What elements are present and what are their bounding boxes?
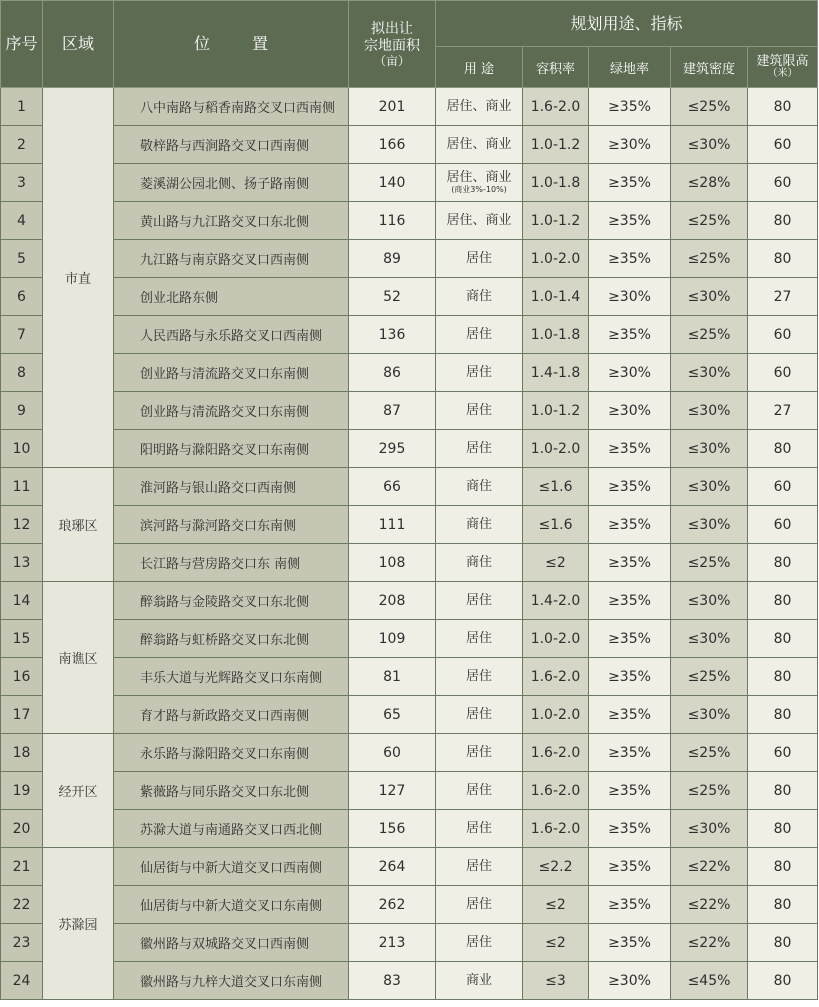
row-number: 21 (1, 848, 43, 886)
density-cell: ≤30% (671, 468, 748, 506)
far-cell: 1.0-1.2 (523, 392, 589, 430)
position-cell: 黄山路与九江路交叉口东北侧 (114, 202, 349, 240)
use-cell (436, 278, 523, 316)
area-cell: 108 (349, 544, 436, 582)
use-cell (436, 240, 523, 278)
far-cell: 1.0-2.0 (523, 430, 589, 468)
use-cell (436, 962, 523, 1000)
height-limit-cell: 60 (748, 506, 818, 544)
far-cell: 1.0-2.0 (523, 620, 589, 658)
green-rate-cell: ≥35% (589, 772, 671, 810)
row-number: 23 (1, 924, 43, 962)
position-cell: 徽州路与双城路交叉口西南侧 (114, 924, 349, 962)
row-number: 17 (1, 696, 43, 734)
green-rate-cell: ≥35% (589, 164, 671, 202)
green-rate-cell: ≥35% (589, 810, 671, 848)
use-label: 商住 (465, 517, 492, 532)
position-cell: 滨河路与滁河路交口东南侧 (114, 506, 349, 544)
use-label: 商住 (465, 289, 492, 304)
density-cell: ≤30% (671, 582, 748, 620)
green-rate-cell: ≥30% (589, 278, 671, 316)
table-row (1, 734, 818, 772)
header-limit (748, 47, 818, 88)
far-cell: 1.0-1.8 (523, 316, 589, 354)
use-cell (436, 126, 523, 164)
row-number: 20 (1, 810, 43, 848)
height-limit-cell: 80 (748, 848, 818, 886)
row-number: 8 (1, 354, 43, 392)
row-number: 2 (1, 126, 43, 164)
far-cell: ≤2 (523, 544, 589, 582)
green-rate-cell: ≥35% (589, 848, 671, 886)
header-no: 序号 (1, 1, 43, 88)
area-cell: 140 (349, 164, 436, 202)
table-row (1, 810, 818, 848)
table-row (1, 164, 818, 202)
region-cell: 市直 (43, 88, 114, 468)
use-label: 居住 (465, 821, 492, 836)
table-row (1, 886, 818, 924)
area-cell: 136 (349, 316, 436, 354)
header-group: 规划用途、指标 (436, 1, 818, 47)
use-label: 居住 (465, 783, 492, 798)
far-cell: 1.6-2.0 (523, 734, 589, 772)
green-rate-cell: ≥35% (589, 734, 671, 772)
height-limit-cell: 80 (748, 582, 818, 620)
area-cell: 264 (349, 848, 436, 886)
header-region: 区域 (43, 1, 114, 88)
height-limit-cell: 80 (748, 240, 818, 278)
use-label: 居住 (465, 669, 492, 684)
density-cell: ≤25% (671, 316, 748, 354)
density-cell: ≤22% (671, 886, 748, 924)
row-number: 15 (1, 620, 43, 658)
height-limit-cell: 80 (748, 202, 818, 240)
table-row (1, 316, 818, 354)
area-cell: 52 (349, 278, 436, 316)
header-position-b: 置 (252, 34, 269, 53)
use-cell (436, 886, 523, 924)
height-limit-cell: 60 (748, 316, 818, 354)
area-cell: 166 (349, 126, 436, 164)
header-green: 绿地率 (589, 47, 671, 88)
far-cell: 1.0-2.0 (523, 240, 589, 278)
area-cell: 295 (349, 430, 436, 468)
green-rate-cell: ≥30% (589, 392, 671, 430)
far-cell: ≤1.6 (523, 468, 589, 506)
use-cell (436, 772, 523, 810)
height-limit-cell: 60 (748, 734, 818, 772)
height-limit-cell: 27 (748, 278, 818, 316)
position-cell: 醉翁路与虹桥路交叉口东北侧 (114, 620, 349, 658)
density-cell: ≤22% (671, 924, 748, 962)
density-cell: ≤25% (671, 202, 748, 240)
table-row (1, 506, 818, 544)
use-label: 商住 (465, 479, 492, 494)
far-cell: 1.6-2.0 (523, 772, 589, 810)
position-cell: 菱溪湖公园北侧、扬子路南侧 (114, 164, 349, 202)
use-label: 居住 (465, 441, 492, 456)
use-label: 居住、商业 (446, 137, 512, 152)
table-row (1, 848, 818, 886)
green-rate-cell: ≥35% (589, 924, 671, 962)
use-label: 居住 (465, 631, 492, 646)
density-cell: ≤25% (671, 734, 748, 772)
position-cell: 八中南路与稻香南路交叉口西南侧 (114, 88, 349, 126)
header-density: 建筑密度 (671, 47, 748, 88)
green-rate-cell: ≥35% (589, 620, 671, 658)
use-label: 居住、商业 (446, 99, 512, 114)
row-number: 4 (1, 202, 43, 240)
table-row (1, 88, 818, 126)
region-cell: 经开区 (43, 734, 114, 848)
row-number: 12 (1, 506, 43, 544)
area-cell: 213 (349, 924, 436, 962)
density-cell: ≤30% (671, 430, 748, 468)
density-cell: ≤45% (671, 962, 748, 1000)
height-limit-cell: 80 (748, 924, 818, 962)
far-cell: ≤2 (523, 924, 589, 962)
table-row (1, 430, 818, 468)
density-cell: ≤30% (671, 126, 748, 164)
green-rate-cell: ≥35% (589, 316, 671, 354)
row-number: 16 (1, 658, 43, 696)
density-cell: ≤30% (671, 810, 748, 848)
region-cell: 南谯区 (43, 582, 114, 734)
position-cell: 创业路与清流路交叉口东南侧 (114, 354, 349, 392)
density-cell: ≤30% (671, 278, 748, 316)
header-limit-line1: 建筑限高 (756, 54, 809, 69)
header-area-line1: 拟出让 (371, 21, 413, 37)
position-cell: 淮河路与银山路交口西南侧 (114, 468, 349, 506)
use-cell (436, 468, 523, 506)
far-cell: 1.6-2.0 (523, 658, 589, 696)
use-cell (436, 392, 523, 430)
area-cell: 83 (349, 962, 436, 1000)
row-number: 1 (1, 88, 43, 126)
green-rate-cell: ≥35% (589, 240, 671, 278)
area-cell: 116 (349, 202, 436, 240)
far-cell: 1.6-2.0 (523, 810, 589, 848)
row-number: 7 (1, 316, 43, 354)
height-limit-cell: 60 (748, 468, 818, 506)
density-cell: ≤25% (671, 240, 748, 278)
far-cell: 1.0-2.0 (523, 696, 589, 734)
table-row (1, 240, 818, 278)
use-cell (436, 582, 523, 620)
area-cell: 86 (349, 354, 436, 392)
height-limit-cell: 60 (748, 164, 818, 202)
green-rate-cell: ≥35% (589, 430, 671, 468)
use-cell (436, 430, 523, 468)
use-cell (436, 734, 523, 772)
use-cell (436, 696, 523, 734)
far-cell: ≤3 (523, 962, 589, 1000)
use-cell (436, 316, 523, 354)
use-cell (436, 354, 523, 392)
row-number: 18 (1, 734, 43, 772)
green-rate-cell: ≥30% (589, 354, 671, 392)
green-rate-cell: ≥35% (589, 886, 671, 924)
row-number: 24 (1, 962, 43, 1000)
use-label: 居住 (465, 365, 492, 380)
density-cell: ≤25% (671, 772, 748, 810)
region-cell: 琅琊区 (43, 468, 114, 582)
row-number: 11 (1, 468, 43, 506)
table-row (1, 392, 818, 430)
use-cell (436, 506, 523, 544)
region-cell: 苏滁园 (43, 848, 114, 1000)
far-cell: ≤1.6 (523, 506, 589, 544)
table-row (1, 278, 818, 316)
table-row (1, 696, 818, 734)
table-row (1, 772, 818, 810)
use-label: 居住 (465, 403, 492, 418)
area-cell: 89 (349, 240, 436, 278)
area-cell: 262 (349, 886, 436, 924)
header-area (349, 1, 436, 88)
position-cell: 创业北路东侧 (114, 278, 349, 316)
position-cell: 丰乐大道与光辉路交叉口东南侧 (114, 658, 349, 696)
use-cell (436, 88, 523, 126)
green-rate-cell: ≥35% (589, 658, 671, 696)
area-cell: 156 (349, 810, 436, 848)
row-number: 13 (1, 544, 43, 582)
position-cell: 仙居街与中新大道交叉口东南侧 (114, 886, 349, 924)
table-row (1, 924, 818, 962)
height-limit-cell: 60 (748, 126, 818, 164)
header-far: 容积率 (523, 47, 589, 88)
position-cell: 敬梓路与西涧路交叉口西南侧 (114, 126, 349, 164)
position-cell: 九江路与南京路交叉口西南侧 (114, 240, 349, 278)
use-cell (436, 544, 523, 582)
use-cell (436, 620, 523, 658)
position-cell: 阳明路与滁阳路交叉口东南侧 (114, 430, 349, 468)
height-limit-cell: 80 (748, 544, 818, 582)
height-limit-cell: 80 (748, 886, 818, 924)
green-rate-cell: ≥35% (589, 468, 671, 506)
header-position-a: 位 (193, 34, 210, 53)
green-rate-cell: ≥35% (589, 88, 671, 126)
use-label: 居住、商业 (446, 170, 512, 185)
table-body (1, 88, 818, 1000)
green-rate-cell: ≥30% (589, 962, 671, 1000)
area-cell: 66 (349, 468, 436, 506)
area-cell: 111 (349, 506, 436, 544)
header-area-line2: 宗地面积 (364, 38, 420, 54)
use-cell (436, 848, 523, 886)
use-label: 居住 (465, 859, 492, 874)
row-number: 19 (1, 772, 43, 810)
density-cell: ≤25% (671, 658, 748, 696)
height-limit-cell: 80 (748, 658, 818, 696)
green-rate-cell: ≥35% (589, 506, 671, 544)
table-row (1, 354, 818, 392)
position-cell: 苏滁大道与南通路交叉口西北侧 (114, 810, 349, 848)
row-number: 5 (1, 240, 43, 278)
height-limit-cell: 80 (748, 810, 818, 848)
header-position (114, 1, 349, 88)
header-use: 用 途 (436, 47, 523, 88)
height-limit-cell: 80 (748, 772, 818, 810)
row-number: 9 (1, 392, 43, 430)
area-cell: 87 (349, 392, 436, 430)
area-cell: 60 (349, 734, 436, 772)
table-row (1, 658, 818, 696)
area-cell: 109 (349, 620, 436, 658)
area-cell: 201 (349, 88, 436, 126)
density-cell: ≤22% (671, 848, 748, 886)
height-limit-cell: 80 (748, 962, 818, 1000)
table-row (1, 468, 818, 506)
row-number: 10 (1, 430, 43, 468)
far-cell: 1.4-2.0 (523, 582, 589, 620)
use-cell (436, 658, 523, 696)
height-limit-cell: 80 (748, 696, 818, 734)
green-rate-cell: ≥35% (589, 696, 671, 734)
header-limit-unit: （米） (767, 68, 798, 79)
far-cell: 1.0-1.2 (523, 202, 589, 240)
green-rate-cell: ≥35% (589, 202, 671, 240)
density-cell: ≤25% (671, 544, 748, 582)
density-cell: ≤30% (671, 696, 748, 734)
density-cell: ≤28% (671, 164, 748, 202)
table-row (1, 582, 818, 620)
row-number: 3 (1, 164, 43, 202)
far-cell: 1.0-1.4 (523, 278, 589, 316)
height-limit-cell: 60 (748, 354, 818, 392)
area-cell: 208 (349, 582, 436, 620)
position-cell: 长江路与营房路交口东 南侧 (114, 544, 349, 582)
use-cell (436, 164, 523, 202)
far-cell: 1.0-1.2 (523, 126, 589, 164)
position-cell: 徽州路与九梓大道交叉口东南侧 (114, 962, 349, 1000)
use-cell (436, 810, 523, 848)
header-row-1 (1, 1, 818, 47)
height-limit-cell: 80 (748, 88, 818, 126)
density-cell: ≤30% (671, 354, 748, 392)
use-note: (商业3%-10%) (451, 185, 507, 194)
use-label: 居住 (465, 327, 492, 342)
use-cell (436, 202, 523, 240)
far-cell: ≤2.2 (523, 848, 589, 886)
position-cell: 人民西路与永乐路交叉口西南侧 (114, 316, 349, 354)
use-label: 居住 (465, 707, 492, 722)
position-cell: 永乐路与滁阳路交叉口东南侧 (114, 734, 349, 772)
table-row (1, 962, 818, 1000)
position-cell: 创业路与清流路交叉口东南侧 (114, 392, 349, 430)
position-cell: 育才路与新政路交叉口西南侧 (114, 696, 349, 734)
position-cell: 仙居街与中新大道交叉口西南侧 (114, 848, 349, 886)
use-label: 居住 (465, 897, 492, 912)
height-limit-cell: 27 (748, 392, 818, 430)
height-limit-cell: 80 (748, 620, 818, 658)
density-cell: ≤30% (671, 506, 748, 544)
row-number: 6 (1, 278, 43, 316)
table-row (1, 544, 818, 582)
table-row (1, 202, 818, 240)
use-label: 商住 (465, 555, 492, 570)
far-cell: ≤2 (523, 886, 589, 924)
position-cell: 紫薇路与同乐路交叉口东北侧 (114, 772, 349, 810)
table-row (1, 620, 818, 658)
density-cell: ≤25% (671, 88, 748, 126)
use-cell (436, 924, 523, 962)
use-label: 居住 (465, 745, 492, 760)
green-rate-cell: ≥35% (589, 582, 671, 620)
far-cell: 1.6-2.0 (523, 88, 589, 126)
far-cell: 1.4-1.8 (523, 354, 589, 392)
green-rate-cell: ≥35% (589, 544, 671, 582)
far-cell: 1.0-1.8 (523, 164, 589, 202)
use-label: 居住、商业 (446, 213, 512, 228)
use-label: 居住 (465, 251, 492, 266)
height-limit-cell: 80 (748, 430, 818, 468)
row-number: 22 (1, 886, 43, 924)
density-cell: ≤30% (671, 620, 748, 658)
use-label: 商业 (465, 973, 492, 988)
area-cell: 81 (349, 658, 436, 696)
use-label: 居住 (465, 935, 492, 950)
use-label: 居住 (465, 593, 492, 608)
green-rate-cell: ≥30% (589, 126, 671, 164)
area-cell: 65 (349, 696, 436, 734)
density-cell: ≤30% (671, 392, 748, 430)
row-number: 14 (1, 582, 43, 620)
table-row (1, 126, 818, 164)
header-area-unit: （亩） (373, 54, 410, 68)
position-cell: 醉翁路与金陵路交叉口东北侧 (114, 582, 349, 620)
area-cell: 127 (349, 772, 436, 810)
